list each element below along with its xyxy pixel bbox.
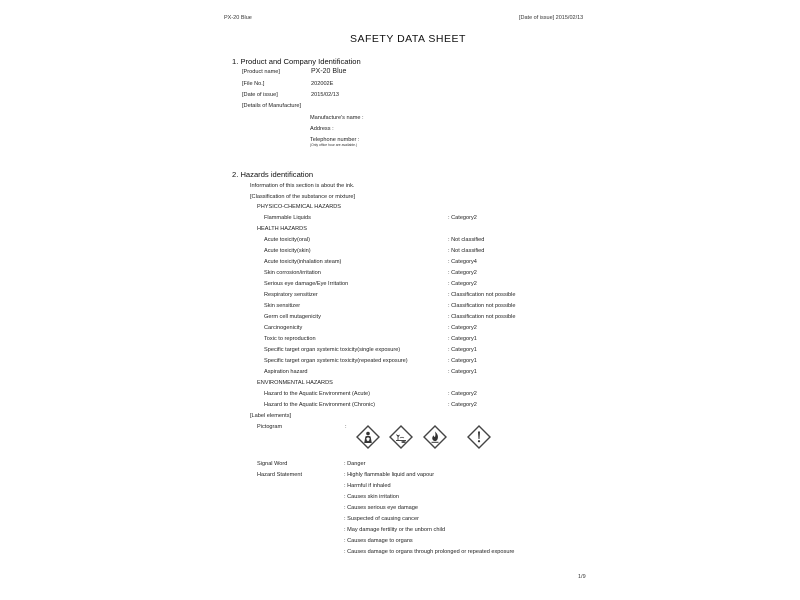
pictogram-label: Pictogram: [257, 424, 283, 430]
flame-icon: [423, 425, 447, 449]
hazard-row-value: : Category2: [448, 325, 477, 331]
hazard-row-value: : Category2: [448, 402, 477, 408]
page-number: 1/9: [578, 574, 586, 580]
hazard-row-value: : Not classified: [448, 248, 485, 254]
hazard-row-name: Germ cell mutagenicity: [264, 314, 321, 320]
health-hazard-icon: [356, 425, 380, 449]
header-date: [Date of issue] 2015/02/13: [519, 15, 584, 21]
telephone-label: Telephone number :: [310, 137, 360, 143]
hazard-row-value: : Category2: [448, 281, 477, 287]
hazard-row-value: : Category2: [448, 215, 477, 221]
list-item: : Suspected of causing cancer: [344, 516, 419, 522]
hazard-row-name: Skin corrosion/irritation: [264, 270, 321, 276]
hazard-row-name: Specific target organ systemic toxicity(repeated exposure): [264, 358, 408, 364]
hazard-row-name: Hazard to the Aquatic Environment (Acute): [264, 391, 371, 397]
date-of-issue-value: 2015/02/13: [311, 92, 339, 98]
telephone-note: (Only office hour are available.): [310, 143, 358, 147]
hazard-row-value: : Category1: [448, 336, 477, 342]
manufacture-name-label: Manufacture's name :: [310, 115, 364, 121]
hazard-row-value: : Classification not possible: [448, 314, 516, 320]
file-no-value: 202002E: [311, 81, 334, 87]
environment-icon: [389, 425, 413, 449]
hazard-row-value: : Classification not possible: [448, 303, 516, 309]
list-item: : Causes serious eye damage: [344, 505, 419, 511]
hazard-row-name: Skin sensitizer: [264, 303, 301, 309]
section2-heading: 2. Hazards identification: [232, 170, 314, 179]
header-product: PX-20 Blue: [224, 15, 252, 21]
pictogram-colon: :: [345, 424, 347, 430]
physico-heading: PHYSICO-CHEMICAL HAZARDS: [257, 204, 342, 210]
hazard-row-name: Acute toxicity(inhalation steam): [264, 259, 342, 265]
date-of-issue-label: [Date of issue]: [242, 92, 278, 98]
hazard-row-name: Carcinogenicity: [264, 325, 303, 331]
section1-heading: 1. Product and Company Identification: [232, 57, 361, 66]
address-label: Address :: [310, 126, 334, 132]
section2-intro: Information of this section is about the ink.: [250, 183, 355, 189]
product-name-value: PX-20 Blue: [311, 68, 347, 75]
hazard-row-value: : Category1: [448, 347, 477, 353]
product-name-label: [Product name]: [242, 69, 280, 75]
file-no-label: [File No.]: [242, 81, 265, 87]
hazard-row-value: : Category2: [448, 391, 477, 397]
list-item: : Harmful if inhaled: [344, 483, 391, 489]
label-elements-heading: [Label elements]: [250, 413, 292, 419]
hazard-row-name: Respiratory sensitizer: [264, 292, 318, 298]
hazard-row-value: : Classification not possible: [448, 292, 516, 298]
hazard-row-name: Hazard to the Aquatic Environment (Chronic): [264, 402, 375, 408]
hazard-row-name: Specific target organ systemic toxicity(single exposure): [264, 347, 401, 353]
details-of-manufacture-label: [Details of Manufacture]: [242, 103, 302, 109]
hazard-row-value: : Category1: [448, 358, 477, 364]
hazard-row-value: : Category1: [448, 369, 477, 375]
signal-word-label: Signal Word: [257, 461, 288, 467]
list-item: : Causes damage to organs: [344, 538, 413, 544]
hazard-row-name: Acute toxicity(skin): [264, 248, 311, 254]
health-heading: HEALTH HAZARDS: [257, 226, 307, 232]
list-item: : Highly flammable liquid and vapour: [344, 472, 435, 478]
signal-word-value: : Danger: [344, 461, 366, 467]
classification-label: [Classification of the substance or mixture]: [250, 194, 356, 200]
list-item: : Causes damage to organs through prolonged or repeated exposure: [344, 549, 515, 555]
hazard-row-name: Acute toxicity(oral): [264, 237, 311, 243]
environmental-heading: ENVIRONMENTAL HAZARDS: [257, 380, 333, 386]
hazard-row-name: Flammable Liquids: [264, 215, 311, 221]
hazard-statement-label: Hazard Statement: [257, 472, 303, 478]
hazard-row-name: Aspiration hazard: [264, 369, 308, 375]
page-title: SAFETY DATA SHEET: [350, 33, 466, 45]
hazard-row-value: : Category4: [448, 259, 477, 265]
hazard-row-value: : Not classified: [448, 237, 485, 243]
list-item: : Causes skin irritation: [344, 494, 400, 500]
exclamation-icon: [467, 425, 491, 449]
hazard-row-value: : Category2: [448, 270, 477, 276]
hazard-row-name: Toxic to reproduction: [264, 336, 316, 342]
hazard-row-name: Serious eye damage/Eye Irritation: [264, 281, 349, 287]
list-item: : May damage fertility or the unborn child: [344, 527, 446, 533]
